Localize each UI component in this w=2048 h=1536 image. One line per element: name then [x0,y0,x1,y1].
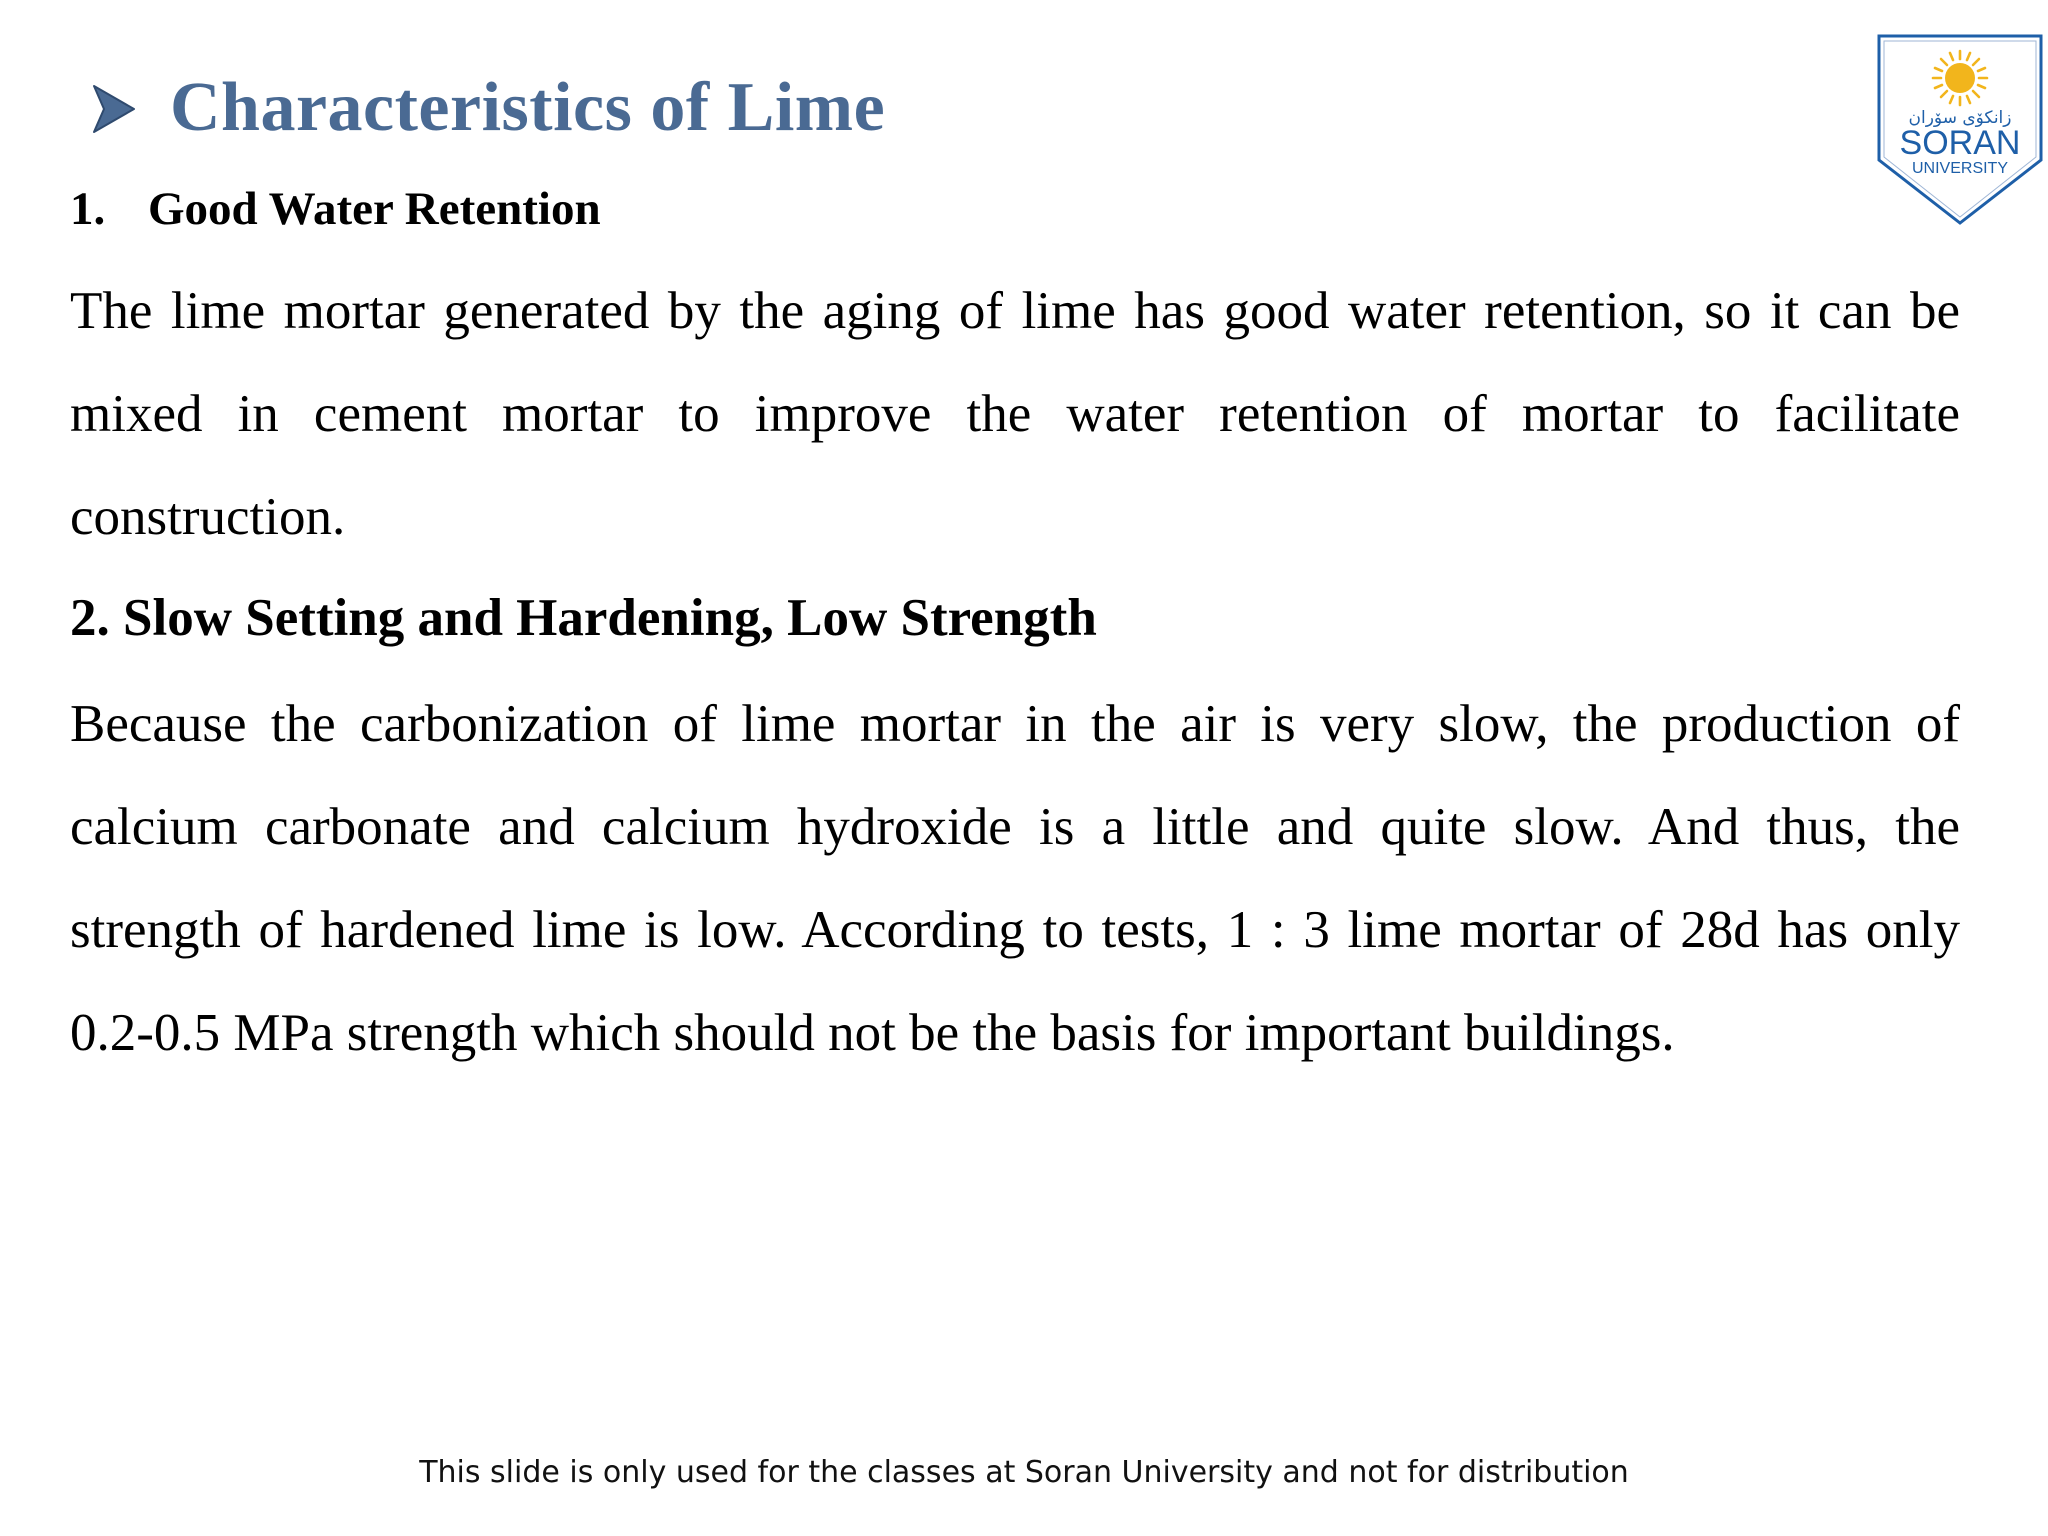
soran-university-logo [1875,32,2045,227]
section-1-heading [70,182,601,236]
section-1-heading-text: Good Water Retention [148,183,601,235]
logo-name-soran: SORAN [1899,124,2021,162]
logo-arabic-text: زانكۆی سۆران [1908,108,2012,128]
slide-title: Characteristics of Lime [170,69,886,146]
section-2-heading-text: Slow Setting and Hardening, Low Strength [123,589,1097,647]
sun-icon [1933,51,1987,105]
section-2-heading [70,588,1097,648]
footer-disclaimer: This slide is only used for the classes at Soran University and not for distribution [419,1455,1629,1490]
arrowhead-bullet-icon [92,84,136,134]
section-1-number: 1. [70,183,106,235]
section-2-body: Because the carbonization of lime mortar in the air is very slow, the production of calcium carbonate and calcium hydroxide is a little and quite slow. And thus, the strength of hardened lime is low. According to tests, 1 : 3 lime mortar of 28d has only 0.2-0.5 MPa strength which should not be the basis for important buildings. [70,695,1960,1062]
title-row [92,58,885,158]
section-2-number: 2. [70,589,110,647]
section-1-body: The lime mortar generated by the aging of lime has good water retention, so it can be mixed in cement mortar to improve the water retention of mortar to facilitate construction. [70,282,1960,546]
logo-name-university: UNIVERSITY [1911,160,2009,177]
